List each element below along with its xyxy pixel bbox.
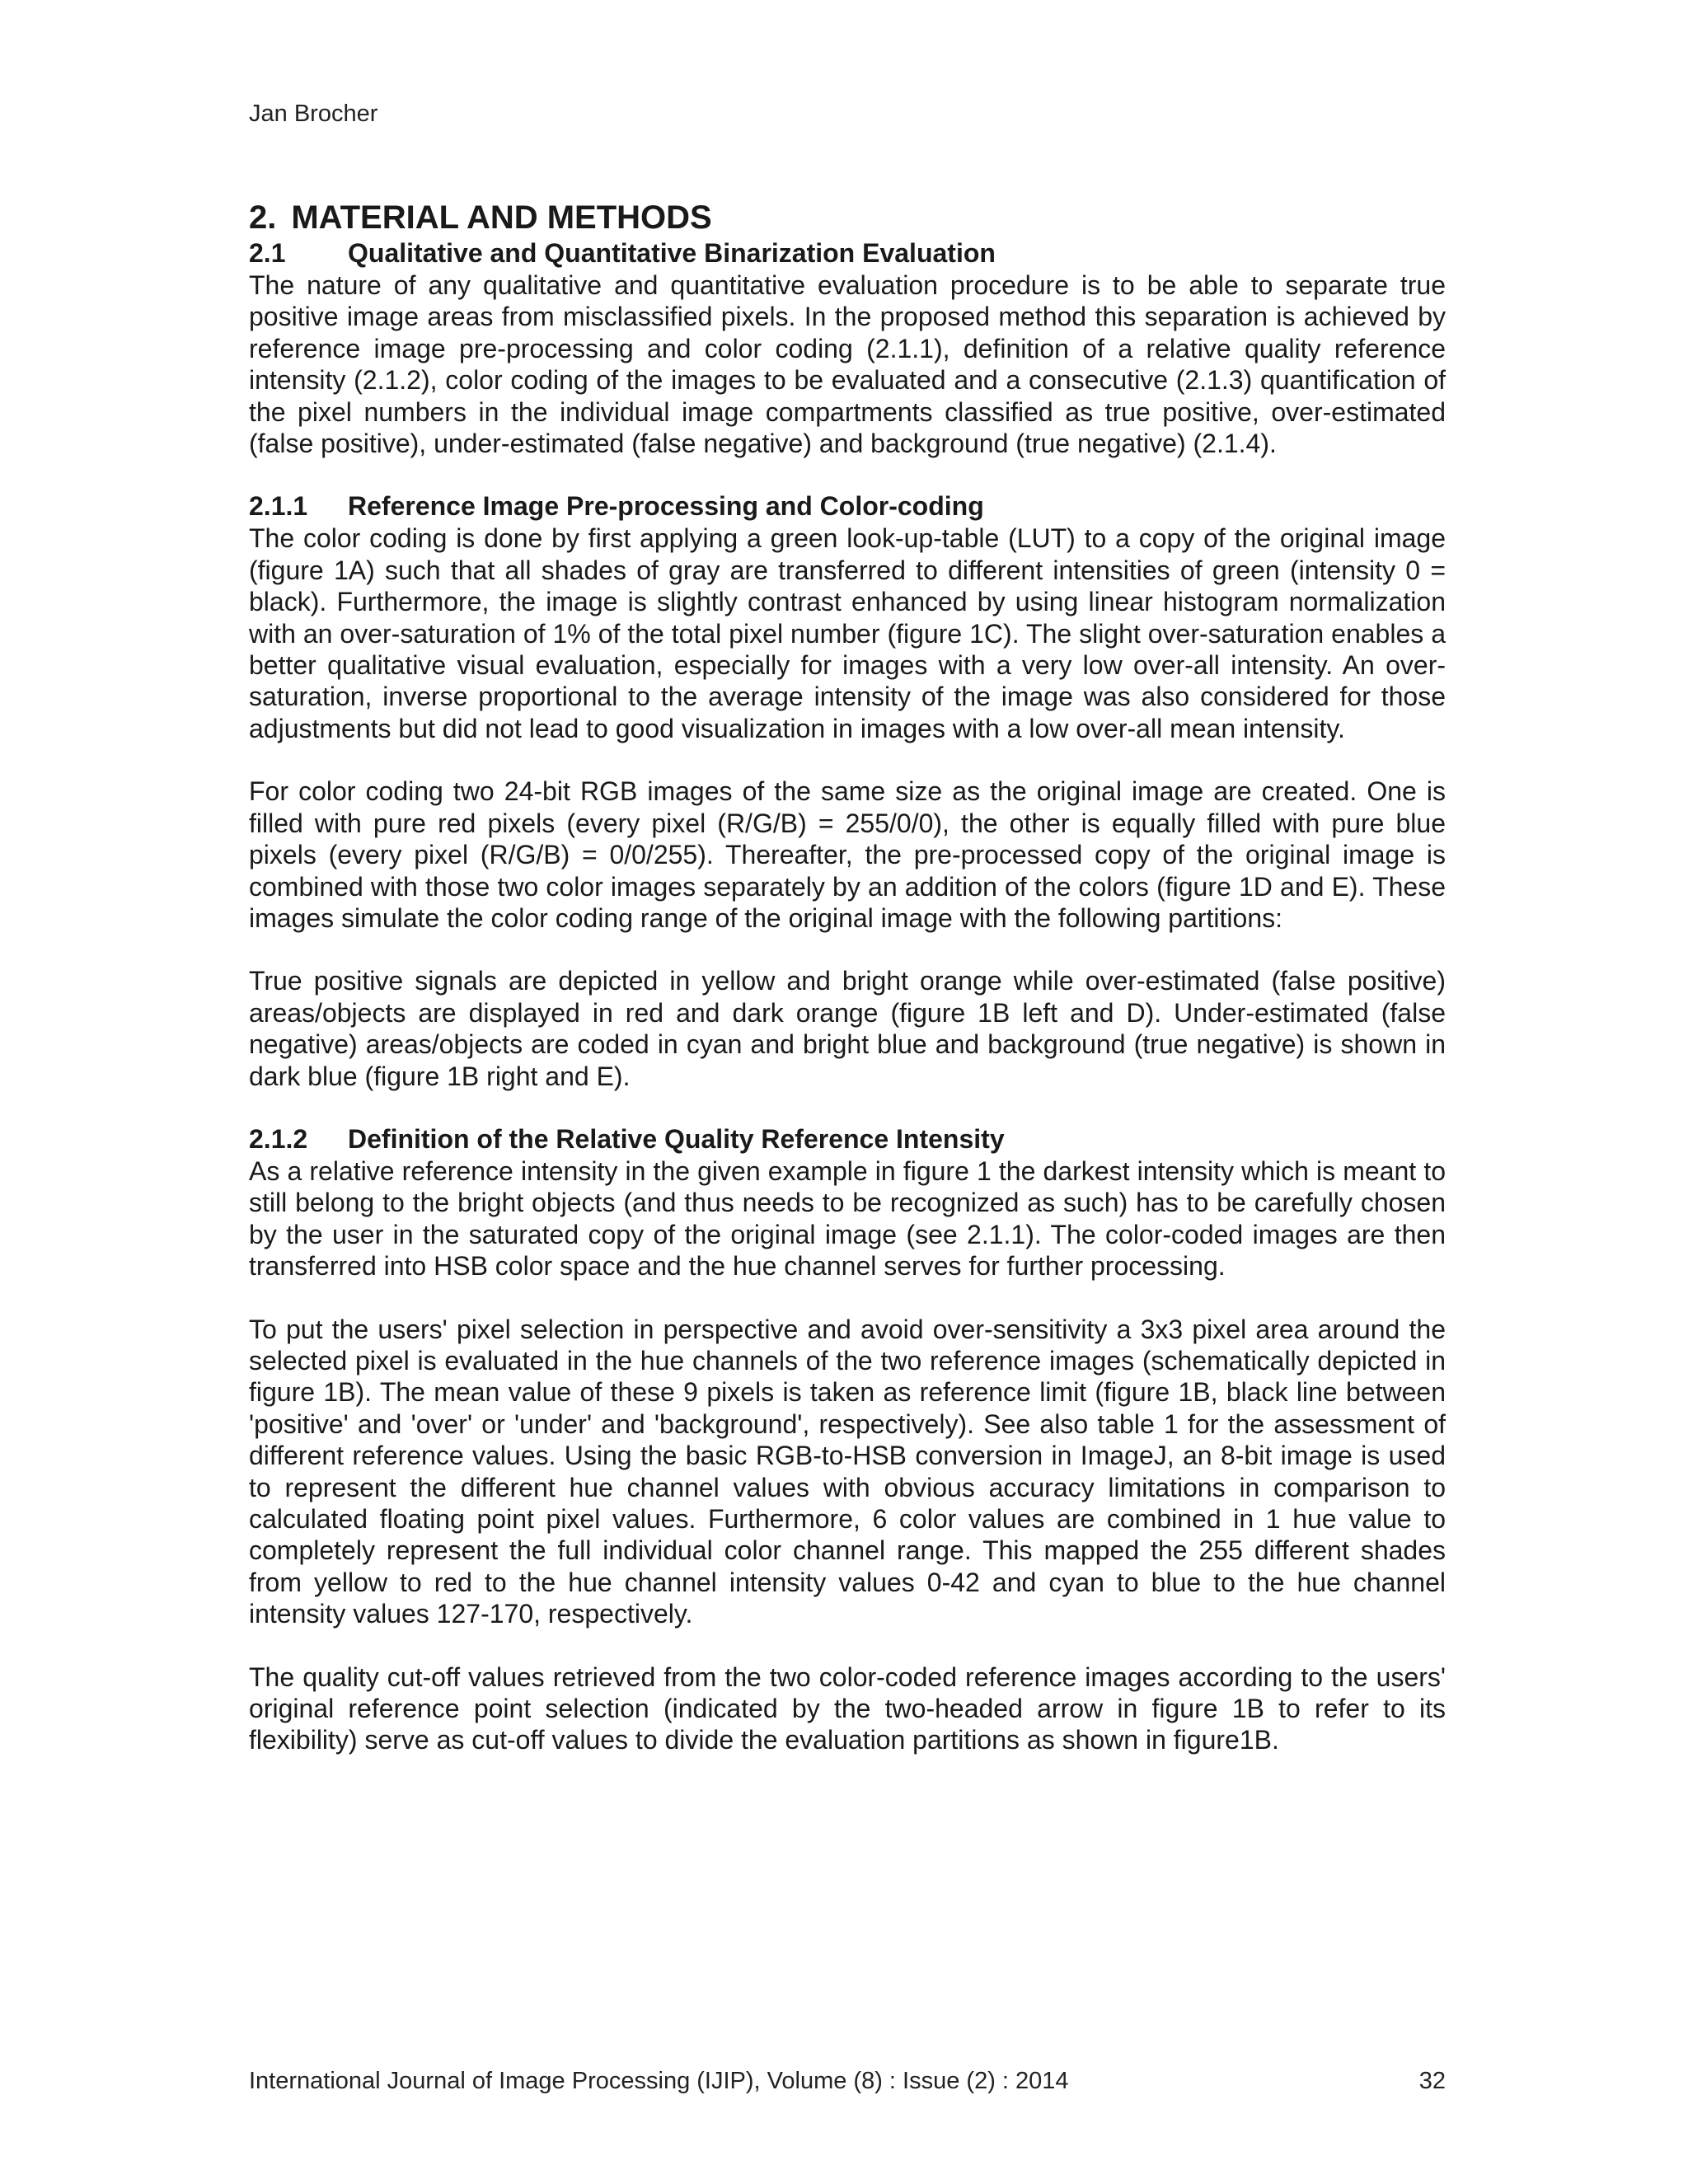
section-number: 2. <box>249 199 277 236</box>
paragraph-2-1: The nature of any qualitative and quantitative evaluation procedure is to be able to separate true positive image areas from misclassified pixels. In the proposed method this separation is achieved by reference image pre-processing and color coding (2.1.1), definition of a relative quality reference intensity (2.1.2), color coding of the images to be evaluated and a consecutive (2.1.3) quantification of the pixel numbers in the individual image compartments classified as true positive, over-estimated (false positive), under-estimated (false negative) and background (true negative) (2.1.4). <box>249 270 1446 459</box>
paragraph-2-1-1-a: The color coding is done by first applying a green look-up-table (LUT) to a copy of the original image (figure 1A) such that all shades of gray are transferred to different intensities of green (intensity 0 = black). Furthermore, the image is slightly contrast enhanced by using linear histogram normalization with an over-saturation of 1% of the total pixel number (figure 1C). The slight over-saturation enables a better qualitative visual evaluation, especially for images with a very low over-all intensity. An over-saturation, inverse proportional to the average intensity of the image was also considered for those adjustments but did not lead to good visualization in images with a low over-all mean intensity. <box>249 523 1446 743</box>
subsection-2-1-1-heading <box>249 490 1446 523</box>
subsection-2-1-heading <box>249 237 1446 269</box>
running-head-author: Jan Brocher <box>249 101 378 127</box>
paper-page <box>249 0 1446 2184</box>
subsection-2-1-2-title: Definition of the Relative Quality Reference Intensity <box>348 1123 1005 1154</box>
paragraph-2-1-2-c: The quality cut-off values retrieved from the two color-coded reference images according to the users' original reference point selection (indicated by the two-headed arrow in figure 1B to refer to its flexibility) serve as cut-off values to divide the evaluation partitions as shown in figure1B. <box>249 1661 1446 1755</box>
subsection-2-1-1-title: Reference Image Pre-processing and Color-coding <box>348 491 984 522</box>
section-heading <box>249 198 1446 237</box>
paragraph-2-1-1-b: For color coding two 24-bit RGB images of the same size as the original image are created. One is filled with pure red pixels (every pixel (R/G/B) = 255/0/0), the other is equally filled with pure blue pixels (every pixel (R/G/B) = 0/0/255). Thereafter, the pre-processed copy of the original image is combined with those two color images separately by an addition of the colors (figure 1D and E). These images simulate the color coding range of the original image with the following partitions: <box>249 776 1446 933</box>
body-content <box>249 198 1446 1756</box>
footer-page-number: 32 <box>1418 2068 1446 2094</box>
subsection-2-1-title: Qualitative and Quantitative Binarization Evaluation <box>348 238 996 268</box>
subsection-2-1-number: 2.1 <box>249 238 286 268</box>
paragraph-2-1-1-c: True positive signals are depicted in yellow and bright orange while over-estimated (false positive) areas/objects are displayed in red and dark orange (figure 1B left and D). Under-estimated (false negative) areas/objects are coded in cyan and bright blue and background (true negative) is shown in dark blue (figure 1B right and E). <box>249 966 1446 1091</box>
subsection-2-1-2-heading <box>249 1123 1446 1155</box>
footer-journal: International Journal of Image Processing (IJIP), Volume (8) : Issue (2) : 2014 <box>249 2068 1069 2094</box>
section-title: MATERIAL AND METHODS <box>291 199 712 236</box>
subsection-2-1-2-number: 2.1.2 <box>249 1123 308 1154</box>
subsection-2-1-1-number: 2.1.1 <box>249 491 308 522</box>
paragraph-2-1-2-a: As a relative reference intensity in the given example in figure 1 the darkest intensity which is meant to still belong to the bright objects (and thus needs to be recognized as such) has to be carefully chosen by the user in the saturated copy of the original image (see 2.1.1). The color-coded images are then transferred into HSB color space and the hue channel serves for further processing. <box>249 1155 1446 1282</box>
paragraph-2-1-2-b: To put the users' pixel selection in perspective and avoid over-sensitivity a 3x3 pixel area around the selected pixel is evaluated in the hue channels of the two reference images (schematically depicted in figure 1B). The mean value of these 9 pixels is taken as reference limit (figure 1B, black line between 'positive' and 'over' or 'under' and 'background', respectively). See also table 1 for the assessment of different reference values. Using the basic RGB-to-HSB conversion in ImageJ, an 8-bit image is used to represent the different hue channel values with obvious accuracy limitations in comparison to calculated floating point pixel values. Furthermore, 6 color values are combined in 1 hue value to completely represent the full individual color channel range. This mapped the 255 different shades from yellow to red to the hue channel intensity values 0-42 and cyan to blue to the hue channel intensity values 127-170, respectively. <box>249 1314 1446 1629</box>
